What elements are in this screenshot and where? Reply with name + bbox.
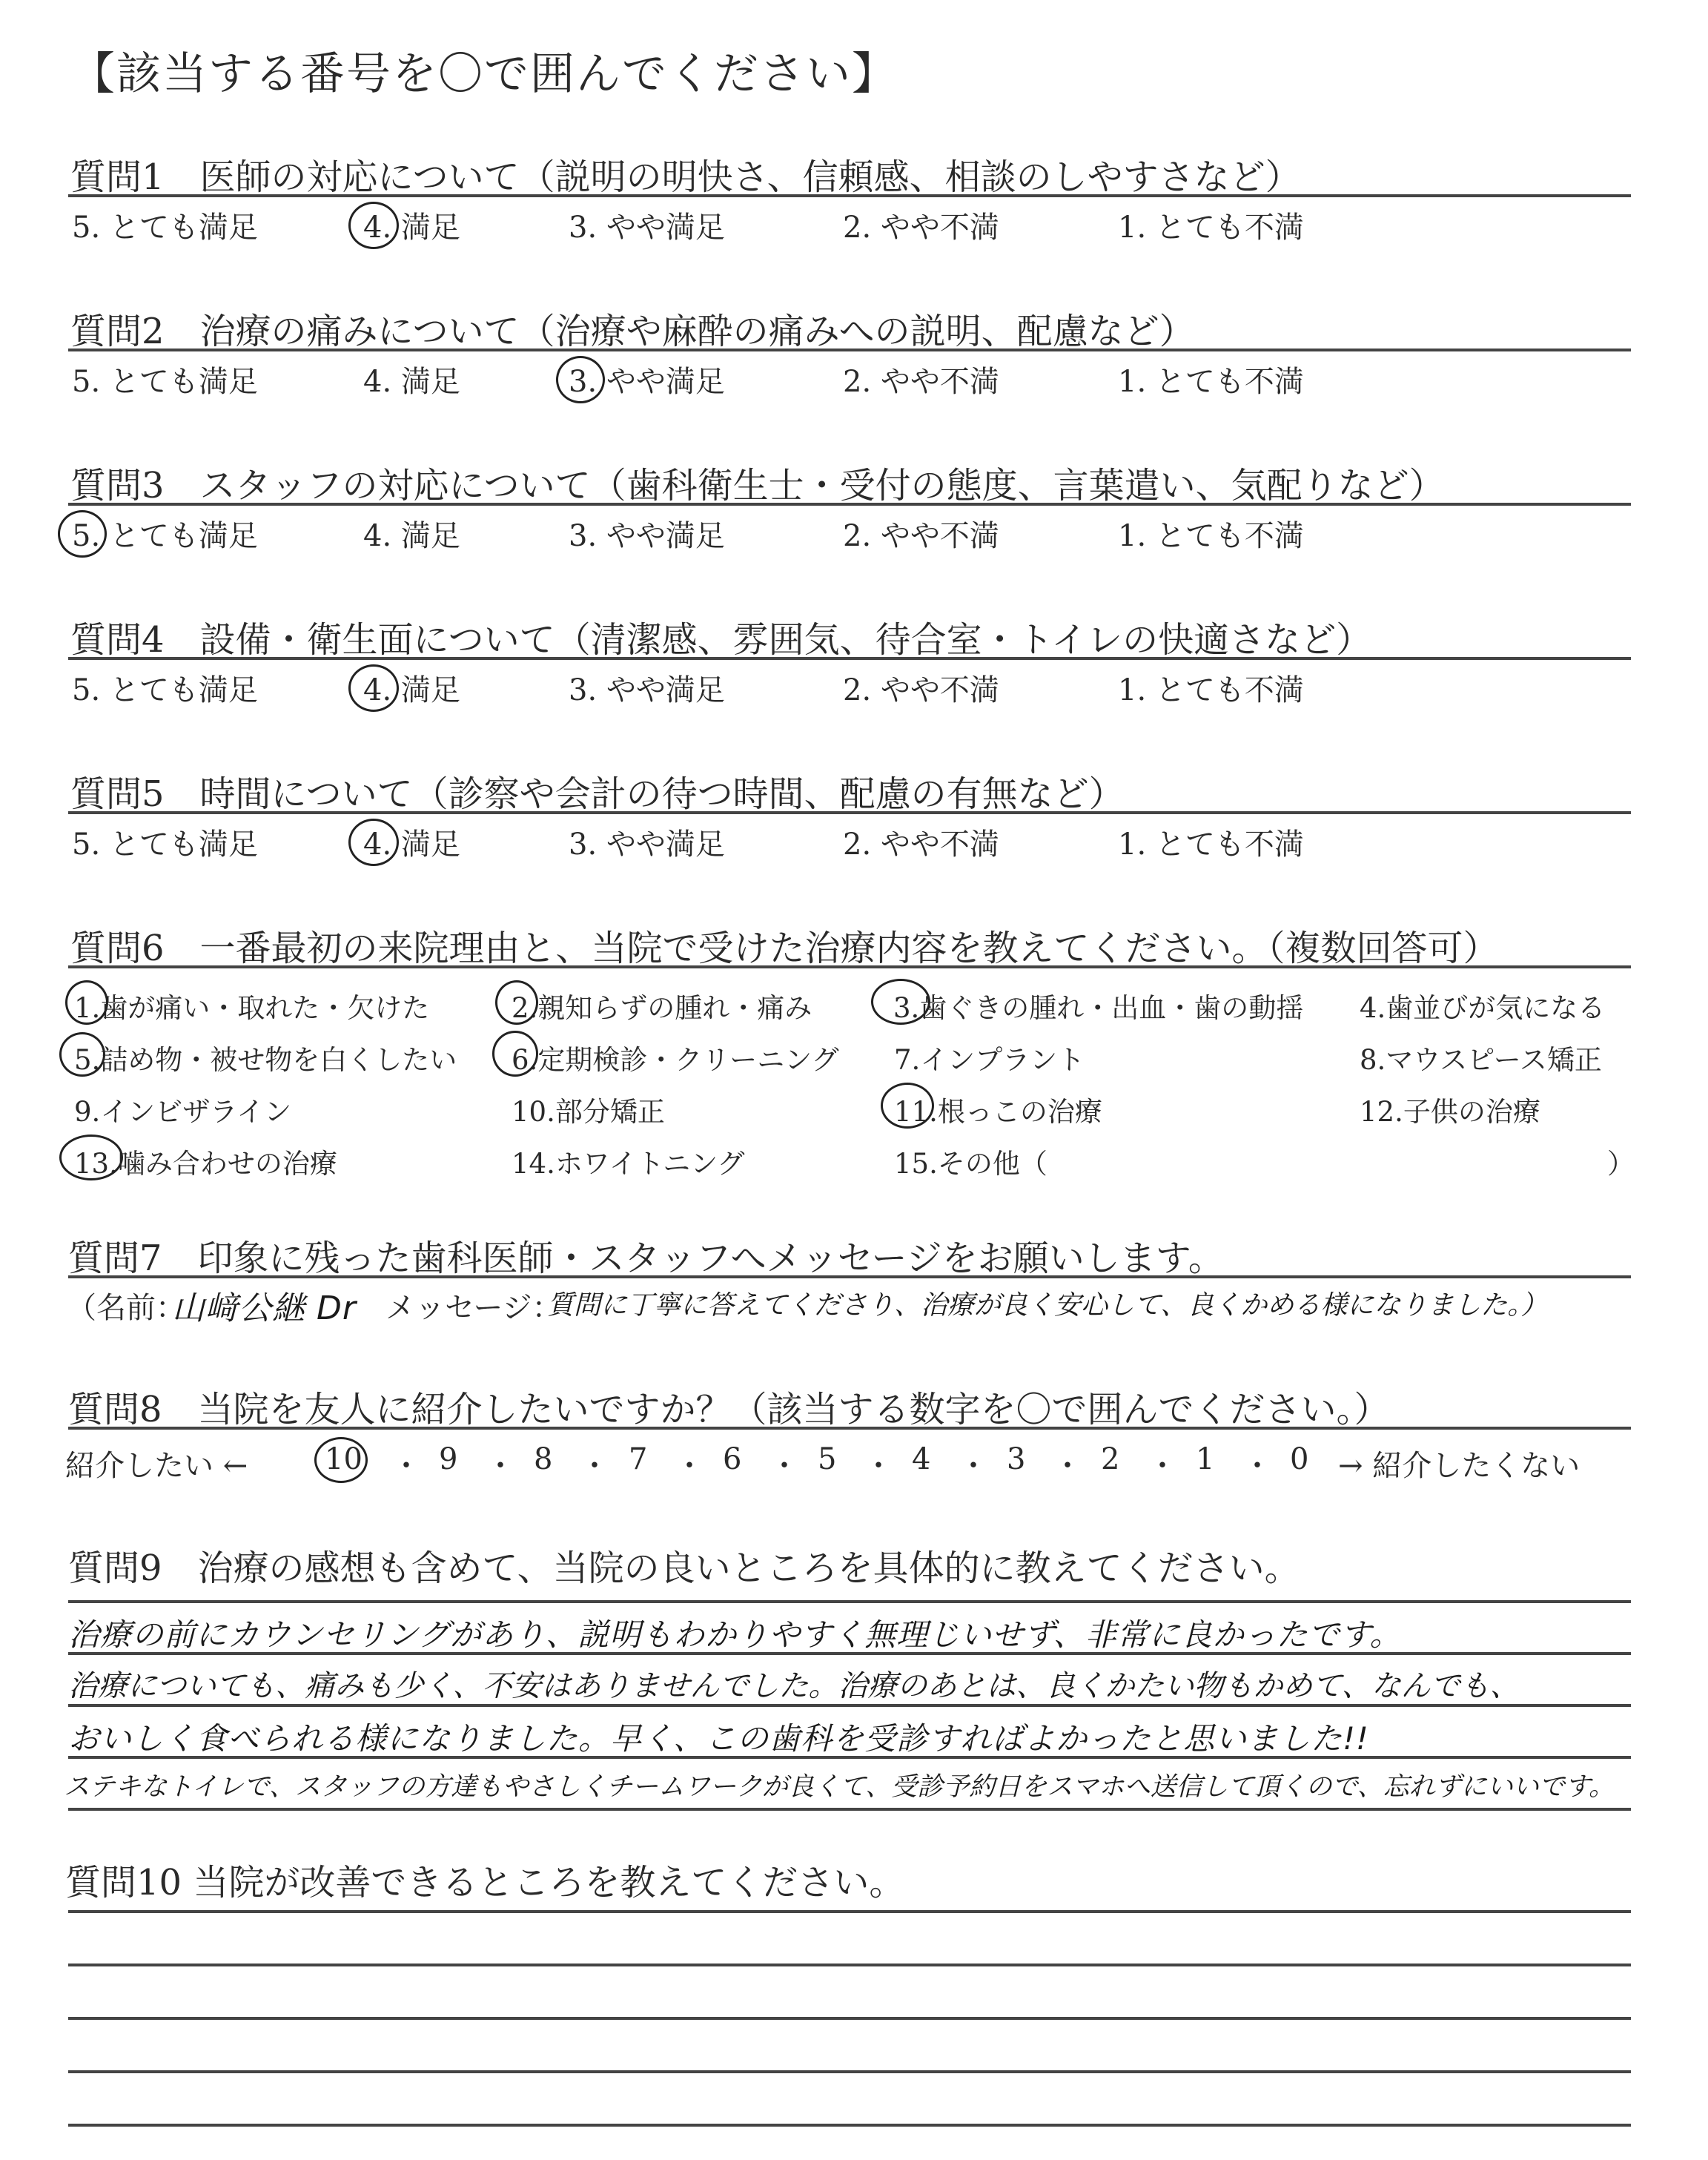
q9-line-rule bbox=[68, 1600, 1631, 1603]
q8-scale-6[interactable]: 6 bbox=[723, 1442, 742, 1476]
question-1-rule bbox=[68, 194, 1631, 197]
q9-line-rule bbox=[68, 1808, 1631, 1811]
q8-scale-dot: ・ bbox=[1148, 1449, 1177, 1483]
page-title: 【該当する番号を〇で囲んでください】 bbox=[70, 48, 898, 100]
q8-scale-7[interactable]: 7 bbox=[629, 1442, 648, 1476]
q4-option-3[interactable]: 3. やや満足 bbox=[569, 673, 725, 707]
q7-name-label: （名前： bbox=[67, 1291, 185, 1325]
q5-option-5[interactable]: 5. とても満足 bbox=[72, 828, 258, 862]
q8-scale-4[interactable]: 4 bbox=[912, 1442, 931, 1476]
question-2-label: 質問2 治療の痛みについて（治療や麻酔の痛みへの説明、配慮など） bbox=[70, 311, 1195, 352]
q4-option-4[interactable]: 4. 満足 bbox=[363, 673, 460, 707]
q6-item-2-circle bbox=[495, 980, 538, 1025]
q7-name-value[interactable]: 山﨑公継 Dr bbox=[172, 1289, 357, 1327]
q1-option-3[interactable]: 3. やや満足 bbox=[569, 211, 725, 245]
q8-scale-1[interactable]: 1 bbox=[1196, 1442, 1215, 1476]
q6-item-13-circle bbox=[59, 1135, 123, 1180]
q5-option-3[interactable]: 3. やや満足 bbox=[569, 828, 725, 862]
q8-scale-dot: ・ bbox=[769, 1449, 799, 1483]
q7-message-label: メッセージ： bbox=[385, 1291, 562, 1325]
q6-item-3-circle bbox=[871, 979, 930, 1025]
q5-selected-circle bbox=[348, 819, 399, 866]
q9-answer-line-2[interactable]: 治療についても、痛みも少く、不安はありませんでした。治療のあとは、良くかたい物もかめて、なんでも、 bbox=[68, 1669, 1520, 1703]
q9-answer-line-1[interactable]: 治療の前にカウンセリングがあり、説明もわかりやすく無理じいせず、非常に良かったです。 bbox=[68, 1616, 1402, 1653]
q8-scale-10[interactable]: 10 bbox=[325, 1442, 363, 1476]
q3-selected-circle bbox=[58, 510, 107, 558]
q6-item-5-circle bbox=[59, 1032, 105, 1077]
q6-item-8[interactable]: 8.マウスピース矯正 bbox=[1360, 1044, 1602, 1076]
q6-item-13[interactable]: 13.噛み合わせの治療 bbox=[74, 1148, 337, 1180]
q2-selected-circle bbox=[556, 356, 605, 403]
q7-message-value[interactable]: 質問に丁寧に答えてくださり、治療が良く安心して、良くかめる様になりました。） bbox=[547, 1290, 1548, 1321]
q5-option-4[interactable]: 4. 満足 bbox=[363, 828, 460, 862]
q6-item-2[interactable]: 2.親知らずの腫れ・痛み bbox=[512, 992, 812, 1024]
question-3-rule bbox=[68, 503, 1631, 506]
q8-scale-2[interactable]: 2 bbox=[1101, 1442, 1120, 1476]
question-6-rule bbox=[68, 965, 1631, 968]
q4-selected-circle bbox=[348, 664, 399, 712]
q8-right-label: → 紹介したくない bbox=[1338, 1449, 1580, 1483]
q9-answer-line-4[interactable]: ステキなトイレで、スタッフの方達もやさしくチームワークが良くて、受診予約日をスマホへ送信して頂くので、忘れずにいいです。 bbox=[64, 1772, 1615, 1802]
q1-option-5[interactable]: 5. とても満足 bbox=[72, 211, 258, 245]
q8-scale-8[interactable]: 8 bbox=[534, 1442, 553, 1476]
q8-scale-dot: ・ bbox=[486, 1449, 515, 1483]
q6-item-11[interactable]: 11.根っこの治療 bbox=[894, 1096, 1102, 1128]
q3-option-3[interactable]: 3. やや満足 bbox=[569, 519, 725, 553]
q6-item-12[interactable]: 12.子供の治療 bbox=[1360, 1096, 1540, 1128]
q8-scale-dot: ・ bbox=[1053, 1449, 1082, 1483]
q8-left-label: 紹介したい ← bbox=[65, 1449, 248, 1483]
q2-option-1[interactable]: 1. とても不満 bbox=[1118, 365, 1304, 399]
q6-other-close: ） bbox=[1607, 1148, 1635, 1180]
q5-option-2[interactable]: 2. やや不満 bbox=[843, 828, 999, 862]
q3-option-2[interactable]: 2. やや不満 bbox=[843, 519, 999, 553]
q4-option-5[interactable]: 5. とても満足 bbox=[72, 673, 258, 707]
q4-option-1[interactable]: 1. とても不満 bbox=[1118, 673, 1304, 707]
q3-option-5[interactable]: 5. とても満足 bbox=[72, 519, 258, 553]
question-1-label: 質問1 医師の対応について（説明の明快さ、信頼感、相談のしやすさなど） bbox=[70, 156, 1301, 198]
q8-scale-dot: ・ bbox=[1242, 1449, 1272, 1483]
q8-scale-dot: ・ bbox=[580, 1449, 609, 1483]
q2-option-3[interactable]: 3. やや満足 bbox=[569, 365, 725, 399]
q6-item-15[interactable]: 15.その他（ bbox=[894, 1148, 1047, 1180]
question-2-rule bbox=[68, 349, 1631, 351]
q2-option-4[interactable]: 4. 満足 bbox=[363, 365, 460, 399]
q8-scale-9[interactable]: 9 bbox=[439, 1442, 458, 1476]
q8-scale-dot: ・ bbox=[959, 1449, 988, 1483]
q6-item-14[interactable]: 14.ホワイトニング bbox=[512, 1148, 745, 1180]
q10-line-rule bbox=[68, 1964, 1631, 1966]
q8-scale-5[interactable]: 5 bbox=[818, 1442, 837, 1476]
q8-scale-3[interactable]: 3 bbox=[1007, 1442, 1026, 1476]
q5-option-1[interactable]: 1. とても不満 bbox=[1118, 828, 1304, 862]
q9-answer-line-3[interactable]: おいしく食べられる様になりました。早く、この歯科を受診すればよかったと思いました!! bbox=[68, 1720, 1369, 1757]
q6-item-1[interactable]: 1.歯が痛い・取れた・欠けた bbox=[74, 992, 430, 1024]
q8-scale-0[interactable]: 0 bbox=[1290, 1442, 1309, 1476]
question-3-label: 質問3 スタッフの対応について（歯科衛生士・受付の態度、言葉遣い、気配りなど） bbox=[70, 465, 1445, 506]
question-5-label: 質問5 時間について（診察や会計の待つ時間、配慮の有無など） bbox=[70, 773, 1125, 815]
question-7-rule bbox=[68, 1275, 1631, 1278]
q6-item-1-circle bbox=[65, 980, 108, 1025]
q6-item-6[interactable]: 6.定期検診・クリーニング bbox=[512, 1044, 839, 1076]
q10-line-rule bbox=[68, 1910, 1631, 1913]
q6-item-4[interactable]: 4.歯並びが気になる bbox=[1360, 992, 1606, 1024]
q4-option-2[interactable]: 2. やや不満 bbox=[843, 673, 999, 707]
question-7-label: 質問7 印象に残った歯科医師・スタッフへメッセージをお願いします。 bbox=[68, 1238, 1224, 1279]
q6-item-3[interactable]: 3.歯ぐきの腫れ・出血・歯の動揺 bbox=[893, 992, 1304, 1024]
q6-item-9[interactable]: 9.インビザライン bbox=[74, 1096, 292, 1128]
question-9-label: 質問9 治療の感想も含めて、当院の良いところを具体的に教えてください。 bbox=[68, 1548, 1300, 1589]
q6-item-11-circle bbox=[881, 1083, 934, 1129]
question-8-label: 質問8 当院を友人に紹介したいですか？（該当する数字を〇で囲んでください。） bbox=[68, 1389, 1390, 1430]
q1-option-2[interactable]: 2. やや不満 bbox=[843, 211, 999, 245]
q8-scale-dot: ・ bbox=[675, 1449, 704, 1483]
q1-option-4[interactable]: 4. 満足 bbox=[363, 211, 460, 245]
question-8-rule bbox=[68, 1427, 1631, 1430]
q10-line-rule bbox=[68, 2017, 1631, 2020]
question-4-rule bbox=[68, 657, 1631, 660]
q6-item-6-circle bbox=[492, 1031, 538, 1077]
q8-scale-dot: ・ bbox=[864, 1449, 893, 1483]
q2-option-2[interactable]: 2. やや不満 bbox=[843, 365, 999, 399]
q3-option-4[interactable]: 4. 満足 bbox=[363, 519, 460, 553]
q3-option-1[interactable]: 1. とても不満 bbox=[1118, 519, 1304, 553]
q1-option-1[interactable]: 1. とても不満 bbox=[1118, 211, 1304, 245]
question-4-label: 質問4 設備・衛生面について（清潔感、雰囲気、待合室・トイレの快適さなど） bbox=[70, 619, 1372, 661]
q10-line-rule bbox=[68, 2124, 1631, 2127]
q1-selected-circle bbox=[348, 202, 399, 249]
question-10-label: 質問10 当院が改善できるところを教えてください。 bbox=[65, 1862, 905, 1903]
question-5-rule bbox=[68, 811, 1631, 814]
question-6-label: 質問6 一番最初の来院理由と、当院で受けた治療内容を教えてください。（複数回答可） bbox=[70, 928, 1499, 969]
q6-item-10[interactable]: 10.部分矯正 bbox=[512, 1096, 665, 1128]
q6-item-5[interactable]: 5.詰め物・被せ物を白くしたい bbox=[74, 1044, 457, 1076]
q6-item-7[interactable]: 7.インプラント bbox=[894, 1044, 1085, 1076]
q8-scale-dot: ・ bbox=[391, 1449, 421, 1483]
q10-line-rule bbox=[68, 2070, 1631, 2073]
q2-option-5[interactable]: 5. とても満足 bbox=[72, 365, 258, 399]
q8-selected-circle bbox=[314, 1437, 368, 1483]
